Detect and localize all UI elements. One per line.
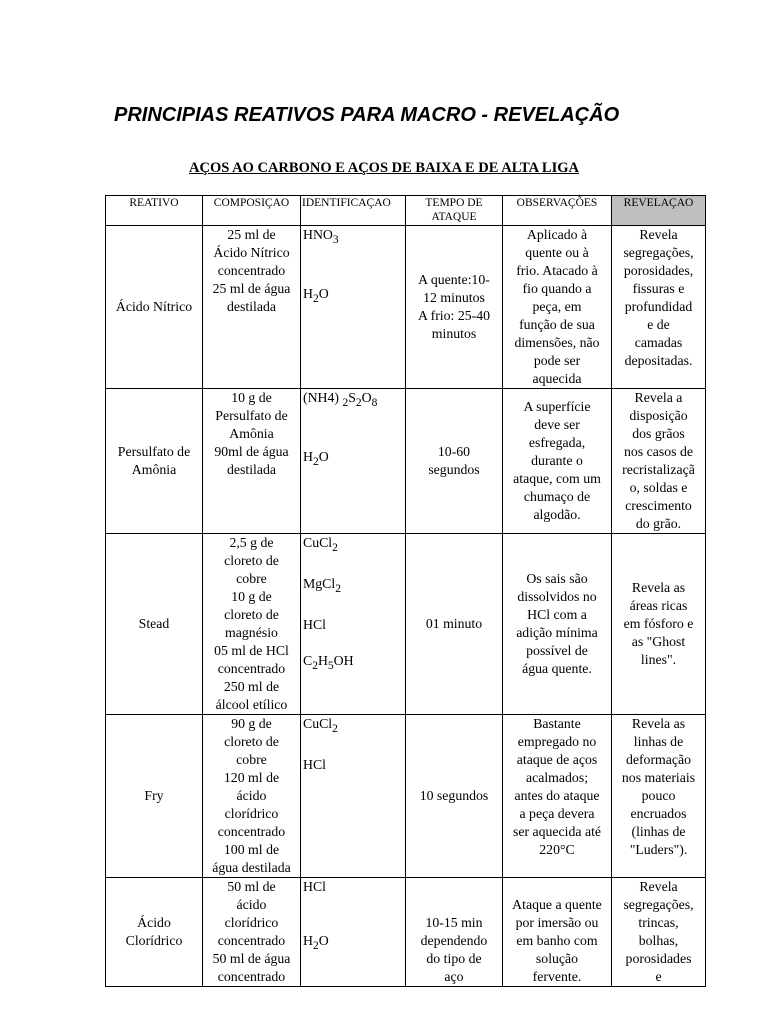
- document-title: PRINCIPIAS REATIVOS PARA MACRO - REVELAÇÃO: [114, 104, 620, 126]
- table-row: [106, 878, 706, 987]
- cell-identificacao: [301, 878, 406, 987]
- cell-revelacao: Revela a disposição dos grãos nos casos de recristalizaçã o, soldas e crescimento do grão.: [612, 389, 706, 534]
- formula-hcl: HCl: [303, 756, 326, 772]
- cell-reativo: Ácido Nítrico: [106, 226, 203, 389]
- cell-identificacao: [301, 715, 406, 878]
- cell-tempo: 10-15 min dependendo do tipo de aço: [406, 878, 503, 987]
- formula-hcl: HCl: [303, 879, 326, 894]
- cell-observacoes: Bastante empregado no ataque de aços acalmados; antes do ataque a peça devera ser aquecida até 220°C: [503, 715, 612, 878]
- header-observacoes: OBSERVAÇÕES: [503, 196, 612, 226]
- formula-c2h5oh: $C_2H_5OH$: [303, 652, 354, 672]
- table-header-row: [106, 196, 706, 226]
- formula-h2o: $H_2O$: [303, 448, 329, 468]
- formula-h2o: $H_2O$: [303, 285, 329, 305]
- header-identificacao: IDENTIFICAÇAO: [301, 196, 406, 226]
- cell-composicao: 50 ml de ácido clorídrico concentrado 50 ml de água concentrado: [203, 878, 301, 987]
- cell-identificacao: [301, 389, 406, 534]
- reagents-table: [105, 195, 706, 987]
- cell-composicao: 90 g de cloreto de cobre 120 ml de ácido clorídrico concentrado 100 ml de água destilada: [203, 715, 301, 878]
- table-row: [106, 389, 706, 534]
- formula-hcl: HCl: [303, 616, 326, 632]
- cell-revelacao: Revela segregações, trincas, bolhas, porosidades e: [612, 878, 706, 987]
- cell-revelacao: Revela as áreas ricas em fósforo e as "Ghost lines".: [612, 534, 706, 715]
- cell-tempo: 10 segundos: [406, 715, 503, 878]
- formula-hno3: $HNO_3$: [303, 227, 339, 246]
- header-revelacao: REVELAÇAO: [612, 196, 706, 226]
- cell-tempo: 10-60 segundos: [406, 389, 503, 534]
- cell-tempo: 01 minuto: [406, 534, 503, 715]
- cell-reativo: Fry: [106, 715, 203, 878]
- formula-cucl2: CuCl$_2$: [303, 716, 338, 735]
- formula-mgcl2: MgCl$_2$: [303, 575, 341, 595]
- formula-cucl2: CuCl$_2$: [303, 535, 338, 554]
- header-tempo: TEMPO DE ATAQUE: [406, 196, 503, 226]
- cell-reativo: Persulfato de Amônia: [106, 389, 203, 534]
- cell-observacoes: Ataque a quente por imersão ou em banho com solução fervente.: [503, 878, 612, 987]
- header-composicao: COMPOSIÇAO: [203, 196, 301, 226]
- header-reativo: REATIVO: [106, 196, 203, 226]
- cell-tempo: A quente:10- 12 minutos A frio: 25-40 minutos: [406, 226, 503, 389]
- table-row: [106, 715, 706, 878]
- cell-identificacao: [301, 534, 406, 715]
- cell-reativo: Stead: [106, 534, 203, 715]
- cell-identificacao: [301, 226, 406, 389]
- formula-persulfato: (NH4) $_2S_2O_8$: [303, 390, 378, 409]
- table-row: [106, 226, 706, 389]
- cell-revelacao: Revela segregações, porosidades, fissuras e profundidad e de camadas depositadas.: [612, 226, 706, 389]
- cell-composicao: 2,5 g de cloreto de cobre 10 g de cloreto de magnésio 05 ml de HCl concentrado 250 ml de álcool etílico: [203, 534, 301, 715]
- cell-composicao: 10 g de Persulfato de Amônia 90ml de água destilada: [203, 389, 301, 534]
- cell-observacoes: A superfície deve ser esfregada, durante o ataque, com um chumaço de algodão.: [503, 389, 612, 534]
- cell-composicao: 25 ml de Ácido Nítrico concentrado 25 ml de água destilada: [203, 226, 301, 389]
- cell-revelacao: Revela as linhas de deformação nos materiais pouco encruados (linhas de "Luders").: [612, 715, 706, 878]
- section-subtitle: AÇOS AO CARBONO E AÇOS DE BAIXA E DE ALTA LIGA: [189, 160, 579, 176]
- cell-observacoes: Aplicado à quente ou à frio. Atacado à fio quando a peça, em função de sua dimensões, não pode ser aquecida: [503, 226, 612, 389]
- cell-observacoes: Os sais são dissolvidos no HCl com a adição mínima possível de água quente.: [503, 534, 612, 715]
- table-row: [106, 534, 706, 715]
- formula-h2o: $H_2O$: [303, 933, 329, 952]
- cell-reativo: Ácido Clorídrico: [106, 878, 203, 987]
